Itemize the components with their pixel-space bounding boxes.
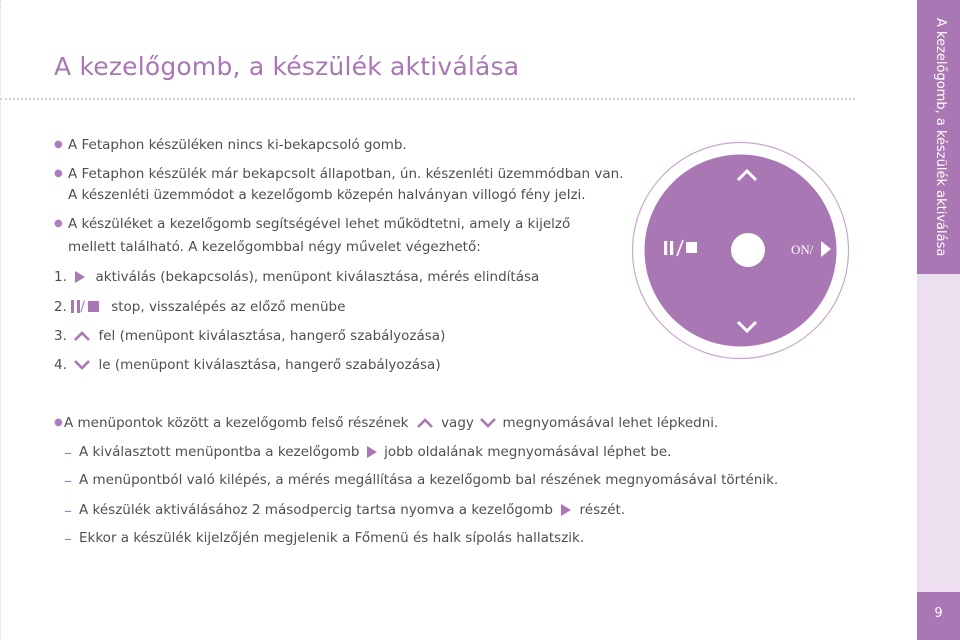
- page-title: A kezelőgomb, a készülék aktiválása: [54, 52, 520, 81]
- left-dotted-border: [0, 0, 1, 640]
- operation-text: stop, visszalépés az előző menübe: [111, 299, 346, 315]
- nav-text: A menüpontok között a kezelőgomb felső részének: [64, 415, 409, 431]
- nav-text: részét.: [579, 502, 626, 518]
- operation-item-4: [54, 356, 441, 374]
- nav-text: megnyomásával lehet lépkedni.: [502, 415, 719, 431]
- bullet-dot: ●: [54, 417, 63, 428]
- dash-marker: –: [64, 443, 72, 462]
- sidebar-tab: [917, 0, 960, 640]
- nav-text: A kiválasztott menüpontba a kezelőgomb: [79, 444, 360, 460]
- play-icon: [75, 271, 85, 283]
- nav-text: jobb oldalának megnyomásával léphet be.: [384, 444, 672, 460]
- bullet-dot: ●: [54, 168, 63, 179]
- operation-text: le (menüpont kiválasztása, hangerő szabályozása): [98, 357, 441, 373]
- operation-number: 4.: [54, 357, 67, 373]
- chevron-down-icon: [479, 417, 497, 429]
- intro-bullet-2: A Fetaphon készülék már bekapcsolt állapotban, ún. készenléti üzemmódban van.: [68, 166, 624, 182]
- sidebar-tab-header: [917, 0, 960, 274]
- operation-number: 2.: [54, 299, 67, 315]
- nav-line-4: [79, 501, 625, 519]
- dash-marker: –: [64, 501, 72, 520]
- sidebar-tab-body: [917, 274, 960, 592]
- dash-marker: –: [64, 529, 72, 548]
- dash-marker: –: [64, 471, 72, 490]
- nav-line-5: Ekkor a készülék kijelzőjén megjelenik a Főmenü és halk sípolás hallatszik.: [79, 530, 585, 546]
- bullet-dot: ●: [54, 139, 63, 150]
- operation-item-2: [54, 298, 345, 316]
- on-label: ON/: [791, 242, 814, 257]
- nav-text: A készülék aktiválásához 2 másodpercig tartsa nyomva a kezelőgomb: [79, 502, 553, 518]
- chevron-up-icon: [73, 330, 91, 342]
- sidebar-tab-label: A kezelőgomb, a készülék aktiválása: [933, 18, 948, 257]
- play-icon: [561, 504, 571, 516]
- intro-bullet-3: A készüléket a kezelőgomb segítségével lehet működtetni, amely a kijelző: [68, 216, 571, 232]
- operation-text: aktiválás (bekapcsolás), menüpont kiválasztása, mérés elindítása: [95, 269, 540, 285]
- nav-line-2: [79, 443, 671, 461]
- play-icon: [367, 446, 377, 458]
- intro-bullet-1: A Fetaphon készüléken nincs ki-bekapcsoló gomb.: [68, 137, 407, 153]
- nav-line-3: A menüpontból való kilépés, a mérés megállítása a kezelőgomb bal részének megnyomásával történik.: [79, 472, 779, 488]
- page-number: 9: [934, 606, 943, 621]
- pause-icon: [71, 300, 80, 313]
- operation-item-3: [54, 327, 445, 345]
- nav-text: vagy: [441, 415, 474, 431]
- slash-glyph: /: [80, 299, 85, 315]
- operation-number: 3.: [54, 328, 67, 344]
- operation-text: fel (menüpont kiválasztása, hangerő szabályozása): [98, 328, 446, 344]
- control-button-diagram: [630, 140, 851, 361]
- chevron-down-icon: [73, 359, 91, 371]
- chevron-up-icon: [416, 417, 434, 429]
- stop-icon: [88, 301, 99, 312]
- intro-bullet-3-cont: mellett található. A kezelőgombbal négy művelet végezhető:: [68, 239, 481, 255]
- bullet-dot: ●: [54, 218, 63, 229]
- nav-line-1: [64, 414, 718, 432]
- operation-number: 1.: [54, 269, 67, 285]
- intro-bullet-2-cont: A készenléti üzemmódot a kezelőgomb közepén halványan villogó fény jelzi.: [68, 187, 586, 203]
- operation-item-1: [54, 268, 539, 286]
- title-divider: [0, 98, 855, 100]
